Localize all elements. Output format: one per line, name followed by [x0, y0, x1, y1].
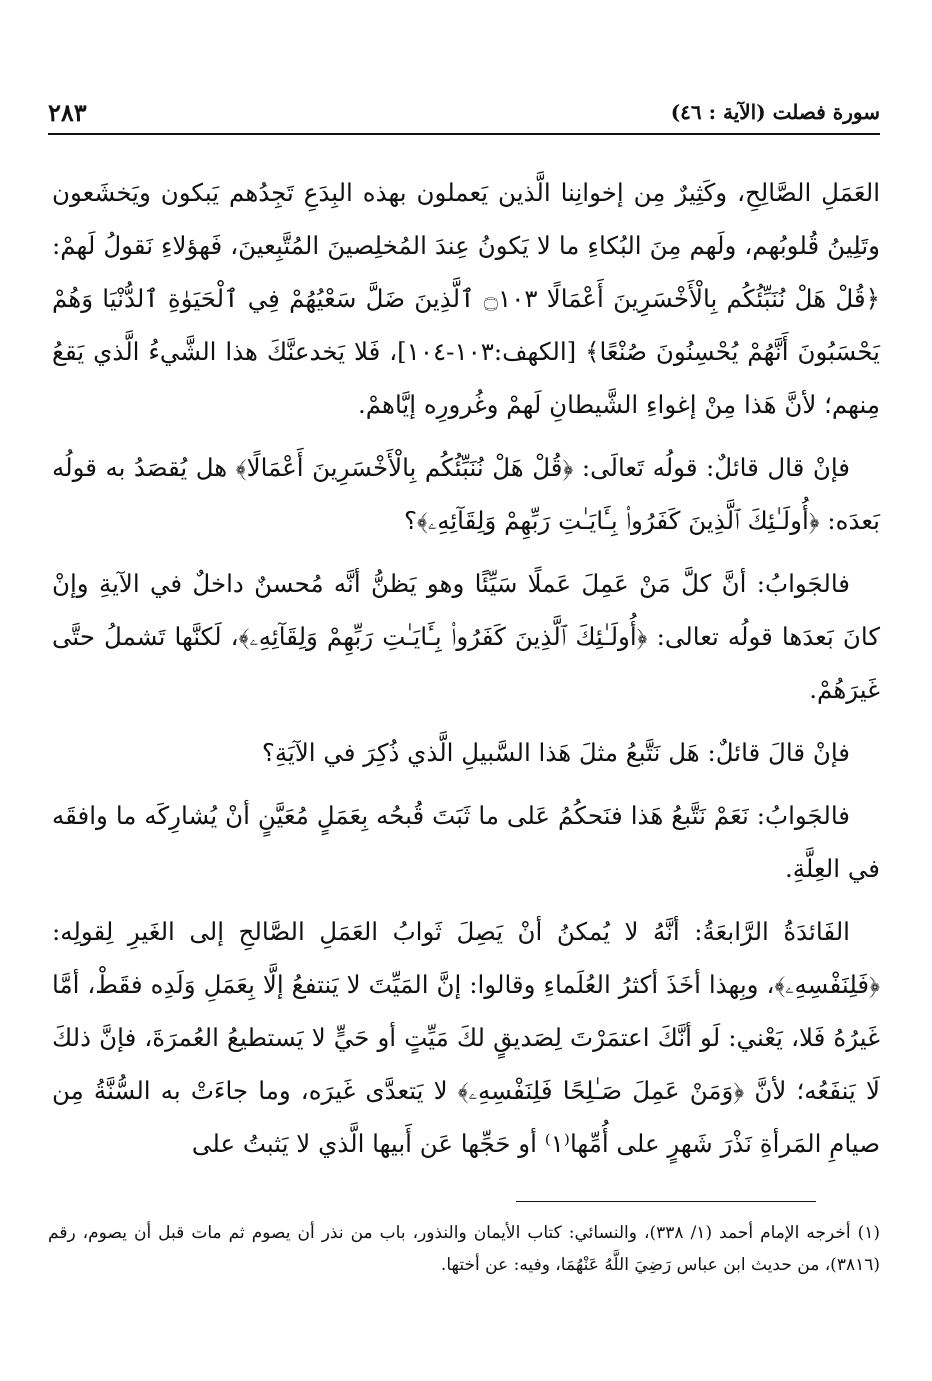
footnotes: [48, 1217, 880, 1281]
paragraph: العَمَلِ الصَّالِحِ، وكَثِيرٌ مِن إخوانِنا الَّذين يَعملون بهذه البِدَعِ تَجِدُهم يَبكون ويَخشَعون وتَلِينُ قُلوبُهم، ولَهم مِنَ البُكاءِ ما لا يَكونُ عِندَ المُخلِصينَ المُتَّبِعينَ، فَهؤلاءِ نَقولُ لَهمْ: ﴿قُلْ هَلْ نُنَبِّئُكُم بِالْأَخْسَرِينَ أَعْمَالًا ۝١٠٣ ٱلَّذِينَ ضَلَّ سَعْيُهُمْ فِي ٱلْحَيَوٰةِ ٱلدُّنْيَا وَهُمْ يَحْسَبُونَ أَنَّهُمْ يُحْسِنُونَ صُنْعًا﴾ [الكهف:١٠٣-١٠٤]، فَلا يَخدعنَّكَ هذا الشَّيءُ الَّذي يَقعُ مِنهم؛ لأنَّ هَذا مِنْ إغواءِ الشَّيطانِ لَهمْ وغُرورِه إيَّاهمْ.: [52, 178, 880, 419]
header-divider: [48, 133, 880, 135]
main-text: [52, 166, 880, 1180]
paragraph: فالجَوابُ: أنَّ كلَّ مَنْ عَمِلَ عَملًا سَيِّئًا وهو يَظنُّ أنَّه مُحسنٌ داخلٌ في الآيةِ وإنْ كانَ بَعدَها قولُه تعالى: ﴿أُولَـٰئِكَ ٱلَّذِينَ كَفَرُوا۟ بِـَٔايَـٰتِ رَبِّهِمْ وَلِقَآئِهِۦ﴾، لَكنَّها تَشملُ حتَّى غَيرَهُمْ.: [52, 569, 880, 704]
running-header-title: سورة فصلت (الآية : ٤٦): [670, 100, 880, 124]
page-header: [48, 98, 880, 132]
paragraph: الفَائدَةُ الرَّابعَةُ: أنَّهُ لا يُمكنُ أنْ يَصِلَ ثَوابُ العَمَلِ الصَّالحِ إلى الغَيرِ لِقولِه: ﴿فَلِنَفْسِهِۦ﴾، وبِهذا أخَذَ أكثرُ العُلَماءِ وقالوا: إنَّ المَيِّتَ لا يَنتفعُ إلَّا بِعَمَلِ وَلَدِه فقَطْ، أمَّا غَيرُهُ فَلا، يَعْني: لَو أنَّكَ اعتمَرْتَ لِصَديقٍ لكَ مَيِّتٍ أو حَيٍّ لا يَستطيعُ العُمرَةَ، فإنَّ ذلكَ لَا يَنفَعُه؛ لأنَّ ﴿وَمَنْ عَمِلَ صَـٰلِحًا فَلِنَفْسِهِۦ﴾ لا يَتعدَّى غَيرَه، وما جاءَتْ به السُّنَّةُ مِن صيامِ المَرأةِ نَذْرَ شَهرٍ على أُمِّها⁽١⁾ أو حَجِّها عَن أَبيها الَّذي لا يَثبتُ على: [52, 917, 880, 1158]
paragraph: فإنْ قالَ قائلٌ: هَل نَتَّبعُ مثلَ هَذا السَّبيلِ الَّذي ذُكِرَ في الآيَةِ؟: [261, 738, 850, 767]
footnote-divider: [516, 1201, 816, 1202]
paragraph: فإنْ قال قائلٌ: قولُه تَعالَى: ﴿قُلْ هَلْ نُنَبِّئُكُم بِالْأَخْسَرِينَ أَعْمَالًا﴾ هل يُقصَدُ به قولُه بَعدَه: ﴿أُولَـٰئِكَ ٱلَّذِينَ كَفَرُوا۟ بِـَٔايَـٰتِ رَبِّهِمْ وَلِقَآئِهِۦ﴾؟: [52, 453, 880, 535]
footnote: (١) أخرجه الإمام أحمد (١/ ٣٣٨)، والنسائي: كتاب الأيمان والنذور، باب من نذر أن يصوم ثم مات قبل أن يصوم، رقم (٣٨١٦)، من حديث ابن عباس رَضِيَ اللَّهُ عَنْهُمَا، وفيه: عن أختها.: [48, 1223, 881, 1275]
page-number: ٢٨٣: [48, 98, 87, 127]
paragraph: فالجَوابُ: نَعَمْ نَتَّبعُ هَذا فنَحكُمُ عَلى ما ثَبَتَ قُبحُه بِعَمَلٍ مُعَيَّنٍ أنْ يُشارِكَه ما وافقَه في العِلَّةِ.: [52, 801, 880, 883]
